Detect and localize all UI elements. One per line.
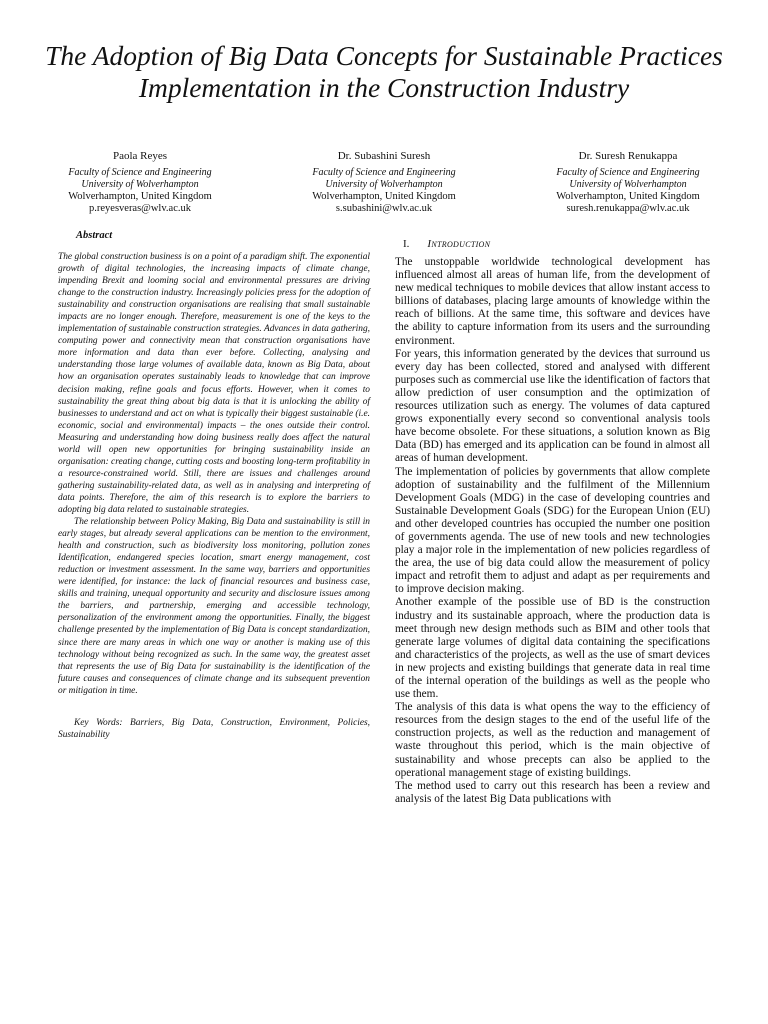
author-email: s.subashini@wlv.ac.uk bbox=[335, 203, 433, 214]
author-name: Dr. Subashini Suresh bbox=[337, 150, 431, 162]
author-block bbox=[0, 150, 768, 216]
author-location: Wolverhampton, United Kingdom bbox=[556, 190, 700, 202]
abstract-paragraph: The global construction business is on a point of a paradigm shift. The exponential growth of digital technologies, the increasing impacts of climate change, impending Brexit and looming social and environmental pressures are driving change to the construction industry. Increasingly policies press for the adoption of sustainability and construction organisations are realising that small sustainable impacts are no longer enough. Therefore, measurement is one of the keys to the implementation of sustainable construction strategies. Advances in data gathering, computing power and connectivity mean that construction organisations have more information and data than ever before. Collecting, analysing and understanding those large volumes of available data, known as Big Data, about how an organisation operates sustainably leads to knowledge that can improve decision making, refine goals and focus efforts. However, when it comes to sustainability the great thing about big data is that it is unlocking the ability of businesses to understand and act on what is typically their biggest sustainable (i.e. economic, social and environmental) impacts – the ones outside their control. Measuring and understanding how doing business really does affect the natural world will open new opportunities for bringing sustainability inside an organisation: creating change, cutting costs and boosting long-term profitability in a resource-constrained world. Still, there are issues and challenges around gathering sustainability-related data, as well as in analysing and interpreting of data points. Therefore, the aim of this research is to explore the barriers to adopting big data related to sustainable strategies. bbox=[58, 252, 370, 515]
author-email: p.reyesveras@wlv.ac.uk bbox=[89, 203, 191, 214]
body-paragraph: The analysis of this data is what opens the way to the efficiency of resources from the design stages to the end of the useful life of the construction projects, as well as the reduction and management of waste throughout this period, which is the main objective of sustainability and whose precepts can also be applied to the operational management stage of existing buildings. bbox=[395, 701, 710, 779]
author-location: Wolverhampton, United Kingdom bbox=[68, 190, 212, 202]
abstract-heading: Abstract bbox=[76, 230, 113, 241]
paper-title: The Adoption of Big Data Concepts for Sustainable Practices Implementation in the Construction Industry bbox=[45, 40, 723, 103]
introduction-column bbox=[395, 238, 710, 806]
author-location: Wolverhampton, United Kingdom bbox=[312, 190, 456, 202]
author-affiliation: Faculty of Science and Engineering bbox=[312, 166, 456, 178]
author-university: University of Wolverhampton bbox=[569, 178, 687, 190]
author-email: suresh.renukappa@wlv.ac.uk bbox=[566, 203, 690, 214]
author-university: University of Wolverhampton bbox=[81, 178, 199, 190]
author-1 bbox=[40, 150, 240, 216]
body-paragraph: For years, this information generated by the devices that surround us every day has been collected, stored and analysed with different purposes such as commercial use like the identification of factors that allow prediction of user consumption and the optimization of resources utilization such as energy. The volumes of data captured grows exponentially every second so conventional analysis tools have become obsolete. For these situations, a solution known as Big Data (BD) has emerged and its application can be found in almost all areas of human development. bbox=[395, 347, 710, 465]
body-paragraph: The unstoppable worldwide technological development has influenced almost all areas of human life, from the development of new medical techniques to mobile devices that allow instant access to billions of databases, placing large amounts of knowledge within the reach of billions. At the same time, this software and devices have the ability to capture information from its users and the surrounding environment. bbox=[395, 256, 710, 347]
keywords: Key Words: Barriers, Big Data, Construction, Environment, Policies, Sustainability bbox=[58, 717, 370, 740]
section-number: I. bbox=[403, 238, 410, 250]
author-affiliation: Faculty of Science and Engineering bbox=[68, 166, 212, 178]
abstract-column bbox=[58, 230, 370, 741]
body-paragraph: The method used to carry out this research has been a review and analysis of the latest Big Data publications with bbox=[395, 779, 710, 805]
abstract-paragraph: The relationship between Policy Making, Big Data and sustainability is still in early stages, but already several applications can be mention to the environment, health and construction, such as biodiversity loss monitoring, pollution zones Identification, endangered species location, smart energy management, cost reduction or investment assessment. In the same way, barriers and opportunities were identified, for instance: the lack of financial resources and business case, skills and training, unequal opportunity and security and disclosure issues among the barriers, and partnership, emerging and accessible technology, personalization of the environment among the opportunities. Finally, the biggest challenge presented by the implementation of Big Data is concept standardization, since there are many areas in which one way or another is making use of this technology without being recognized as such. In the same way, the greatest asset that represents the use of Big Data for sustainability is the identification of the future causes and consequences of climate change and its subsequent prevention or mitigation in time. bbox=[58, 517, 370, 696]
author-name: Paola Reyes bbox=[112, 150, 168, 162]
abstract-body bbox=[58, 251, 370, 697]
section-title: Introduction bbox=[427, 238, 491, 250]
author-3 bbox=[528, 150, 728, 216]
body-paragraph: Another example of the possible use of BD is the construction industry and its sustainable approach, where the production data is meet through new design methods such as BIM and other tools that generate large volumes of digital data containing the specifications and characteristics of the projects, as well as the use of smart devices in new projects and existing buildings that generate data in real time of the internal operation of the buildings as well as the people who use them. bbox=[395, 596, 710, 701]
body-paragraph: The implementation of policies by governments that allow complete adoption of sustainability and the fulfilment of the Millennium Development Goals (MDG) in the case of developing countries and Sustainable Development Goals (SDG) for the European Union (EU) and other developed countries has occupied the number one position of governments agenda. The use of new tools and new technologies play a major role in the implementation of new policies regardless of the area, the use of big data could allow the measurement of policy impact and retrofit them to adjust and adapt as per requirements and to improve decision making. bbox=[395, 465, 710, 596]
author-name: Dr. Suresh Renukappa bbox=[578, 150, 678, 162]
section-heading bbox=[395, 238, 710, 250]
author-university: University of Wolverhampton bbox=[325, 178, 443, 190]
author-2 bbox=[284, 150, 484, 216]
introduction-body bbox=[395, 256, 710, 806]
author-affiliation: Faculty of Science and Engineering bbox=[556, 166, 700, 178]
